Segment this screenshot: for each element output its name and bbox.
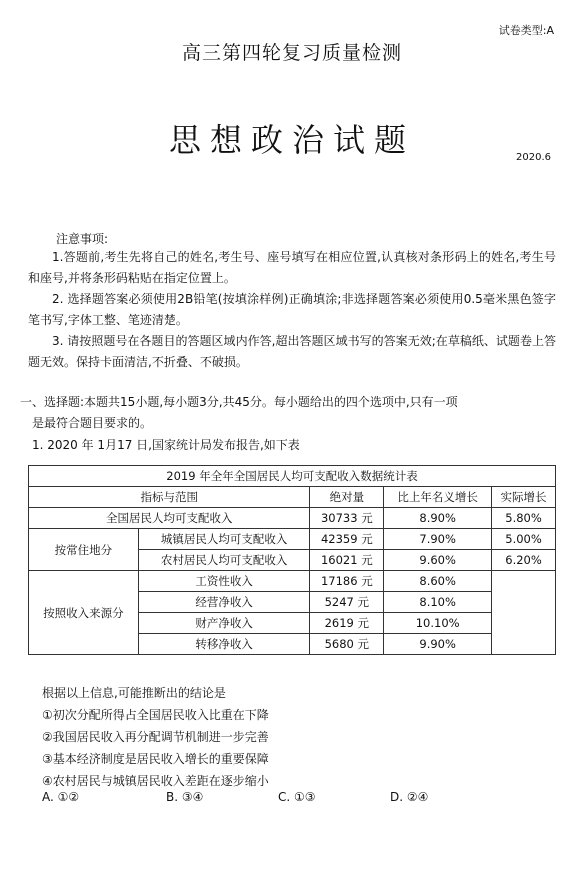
row-label: 城镇居民人均可支配收入 (138, 529, 310, 550)
row-nominal: 9.60% (384, 550, 492, 571)
row-nominal: 8.60% (384, 571, 492, 592)
notes-heading: 注意事项: (56, 232, 109, 246)
row-nominal: 10.10% (384, 613, 492, 634)
row-label: 转移净收入 (138, 634, 310, 655)
table-caption: 2019 年全年全国居民人均可支配收入数据统计表 (29, 466, 556, 487)
statement: ①初次分配所得占全国居民收入比重在下降 (42, 708, 269, 722)
exam-name: 高三第四轮复习质量检测 (181, 42, 402, 64)
note-item: 3. 请按照题号在各题目的答题区域内作答,超出答题区域书写的答案无效;在草稿纸、试题卷上答题无效。保持卡面清洁,不折叠、不破损。 (28, 334, 556, 369)
group-label: 按常住地分 (29, 529, 139, 571)
row-amount: 30733 元 (310, 508, 384, 529)
notes-list (28, 247, 556, 373)
option-b: B. ③④ (166, 790, 204, 804)
row-real: 5.00% (492, 529, 556, 550)
header-scope: 指标与范围 (29, 487, 310, 508)
statement: ④农村居民与城镇居民收入差距在逐步缩小 (42, 774, 269, 788)
row-amount: 5247 元 (310, 592, 384, 613)
row-amount: 16021 元 (310, 550, 384, 571)
question-body (42, 682, 269, 792)
statement: ③基本经济制度是居民收入增长的重要保障 (42, 752, 269, 766)
header-amount: 绝对量 (310, 487, 384, 508)
row-label: 全国居民人均可支配收入 (29, 508, 310, 529)
header-nominal: 比上年名义增长 (384, 487, 492, 508)
exam-date: 2020.6 (516, 152, 551, 163)
row-label: 经营净收入 (138, 592, 310, 613)
row-amount: 2619 元 (310, 613, 384, 634)
row-nominal: 7.90% (384, 529, 492, 550)
empty-real-cell (492, 571, 556, 655)
header-real: 实际增长 (492, 487, 556, 508)
section-line: 是最符合题目要求的。 (32, 416, 153, 430)
row-amount: 42359 元 (310, 529, 384, 550)
row-nominal: 8.10% (384, 592, 492, 613)
section-line: 一、选择题:本题共15小题,每小题3分,共45分。每小题给出的四个选项中,只有一项 (20, 395, 458, 409)
row-label: 农村居民人均可支配收入 (138, 550, 310, 571)
option-c: C. ①③ (278, 790, 316, 804)
row-real: 5.80% (492, 508, 556, 529)
subject-title: 思想政治试题 (168, 121, 415, 159)
section-instructions (20, 392, 560, 434)
table-header-row (29, 487, 556, 508)
paper-type: 试卷类型:A (498, 24, 554, 37)
option-a: A. ①② (42, 790, 80, 804)
row-nominal: 8.90% (384, 508, 492, 529)
row-label: 工资性收入 (138, 571, 310, 592)
note-item: 2. 选择题答案必须使用2B铅笔(按填涂样例)正确填涂;非选择题答案必须使用0.5毫米黑色签字笔书写,字体工整、笔迹清楚。 (28, 292, 556, 327)
table-row (29, 508, 556, 529)
row-nominal: 9.90% (384, 634, 492, 655)
row-amount: 17186 元 (310, 571, 384, 592)
question-stem: 1. 2020 年 1月17 日,国家统计局发布报告,如下表 (32, 438, 300, 452)
option-d: D. ②④ (390, 790, 429, 804)
statement: ②我国居民收入再分配调节机制进一步完善 (42, 730, 269, 744)
row-label: 财产净收入 (138, 613, 310, 634)
row-real: 6.20% (492, 550, 556, 571)
table-row (29, 571, 556, 592)
income-table (28, 465, 556, 655)
table-row (29, 529, 556, 550)
question-prompt: 根据以上信息,可能推断出的结论是 (42, 686, 226, 700)
row-amount: 5680 元 (310, 634, 384, 655)
note-item: 1.答题前,考生先将自己的姓名,考生号、座号填写在相应位置,认真核对条形码上的姓名,考生号和座号,并将条形码粘贴在指定位置上。 (28, 250, 556, 285)
group-label: 按照收入来源分 (29, 571, 139, 655)
